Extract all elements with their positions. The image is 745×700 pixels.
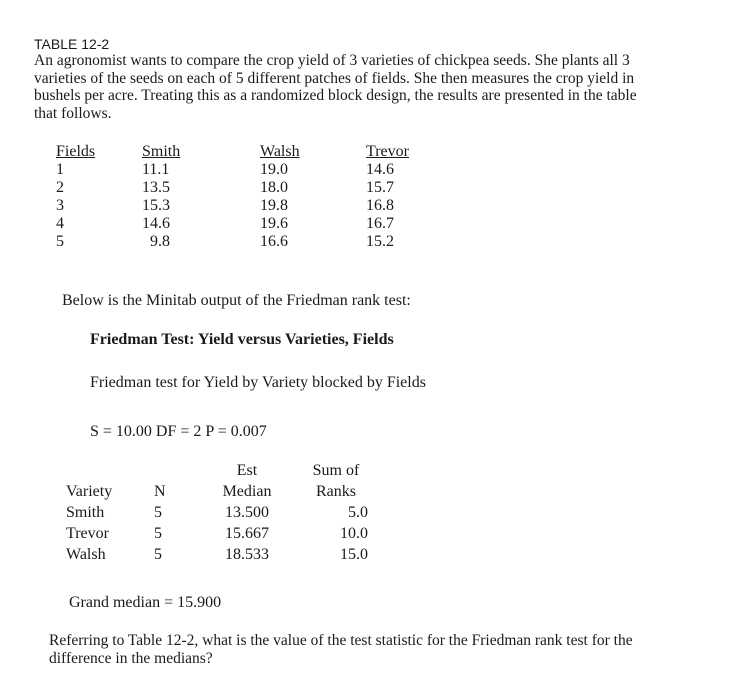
friedman-title: Friedman Test: Yield versus Varieties, Fields [90, 331, 394, 348]
column-header-fields: Fields [56, 143, 96, 160]
column-header-trevor: Trevor [366, 143, 409, 160]
table-cell: 18.533 [225, 546, 269, 563]
table-row [56, 179, 446, 197]
friedman-description: Friedman test for Yield by Variety blocked by Fields [90, 374, 426, 391]
table-cell [66, 460, 154, 481]
table-cell: Trevor [66, 525, 109, 542]
column-header-sum-of: Sum of [312, 462, 360, 479]
problem-description [34, 52, 714, 122]
table-cell: 13.500 [225, 504, 269, 521]
table-row [66, 523, 384, 544]
table-cell: 5 [154, 525, 162, 542]
table-cell: 5 [154, 546, 162, 563]
table-cell: 10.0 [340, 525, 368, 542]
table-cell: 4 [56, 215, 64, 232]
table-cell: 16.8 [366, 197, 394, 214]
table-cell: 5 [154, 504, 162, 521]
table-cell: 5 [56, 233, 64, 250]
table-cell: 15.2 [366, 233, 394, 250]
table-row [66, 544, 384, 565]
minitab-intro: Below is the Minitab output of the Friedman rank test: [62, 292, 411, 309]
yield-data-table [56, 143, 446, 251]
table-cell: 5.0 [348, 504, 368, 521]
table-cell [154, 460, 206, 481]
question-line: difference in the medians? [49, 650, 213, 667]
intro-line: bushels per acre. Treating this as a randomized block design, the results are presented in the table [34, 87, 637, 104]
intro-line: that follows. [34, 104, 112, 122]
table-cell: 9.8 [150, 233, 170, 250]
table-cell: 15.7 [366, 179, 394, 196]
table-row [56, 215, 446, 233]
column-header-variety: Variety [66, 483, 113, 500]
table-cell: 1 [56, 161, 64, 178]
table-cell: 18.0 [260, 179, 288, 196]
table-cell: 14.6 [366, 161, 394, 178]
table-cell: 3 [56, 197, 64, 214]
table-cell: 16.7 [366, 215, 394, 232]
question-line: Referring to Table 12-2, what is the value of the test statistic for the Friedman rank test for the [49, 632, 633, 649]
column-header-median: Median [222, 483, 272, 500]
table-cell: 14.6 [142, 215, 170, 232]
table-cell: 19.8 [260, 197, 288, 214]
table-cell: 11.1 [142, 161, 170, 178]
column-header-smith: Smith [142, 143, 181, 160]
friedman-output-table [66, 460, 384, 565]
table-cell: Smith [66, 504, 105, 521]
column-header-n: N [154, 483, 166, 500]
intro-line: varieties of the seeds on each of 5 different patches of fields. She then measures the crop yield in [34, 69, 635, 87]
table-cell: 2 [56, 179, 64, 196]
column-header-est: Est [236, 462, 258, 479]
table-row [56, 233, 446, 251]
table-cell: 15.667 [225, 525, 269, 542]
grand-median: Grand median = 15.900 [69, 594, 222, 611]
table-header-row-top [66, 460, 384, 481]
table-title: TABLE 12-2 [34, 36, 110, 52]
table-cell: 19.0 [260, 161, 288, 178]
column-header-walsh: Walsh [260, 143, 300, 160]
table-cell: 15.3 [142, 197, 170, 214]
table-row [56, 197, 446, 215]
table-cell: 15.0 [340, 546, 368, 563]
intro-line: An agronomist wants to compare the crop yield of 3 varieties of chickpea seeds. She plants all 3 [34, 52, 630, 69]
table-row [56, 161, 446, 179]
table-cell: 13.5 [142, 179, 170, 196]
table-row [66, 502, 384, 523]
table-cell: 16.6 [260, 233, 288, 250]
table-header-row [66, 481, 384, 502]
table-cell: Walsh [66, 546, 106, 563]
column-header-ranks: Ranks [316, 483, 356, 500]
table-cell: 19.6 [260, 215, 288, 232]
friedman-statistics: S = 10.00 DF = 2 P = 0.007 [90, 423, 267, 440]
table-header-row [56, 143, 446, 161]
question-text [49, 632, 729, 668]
